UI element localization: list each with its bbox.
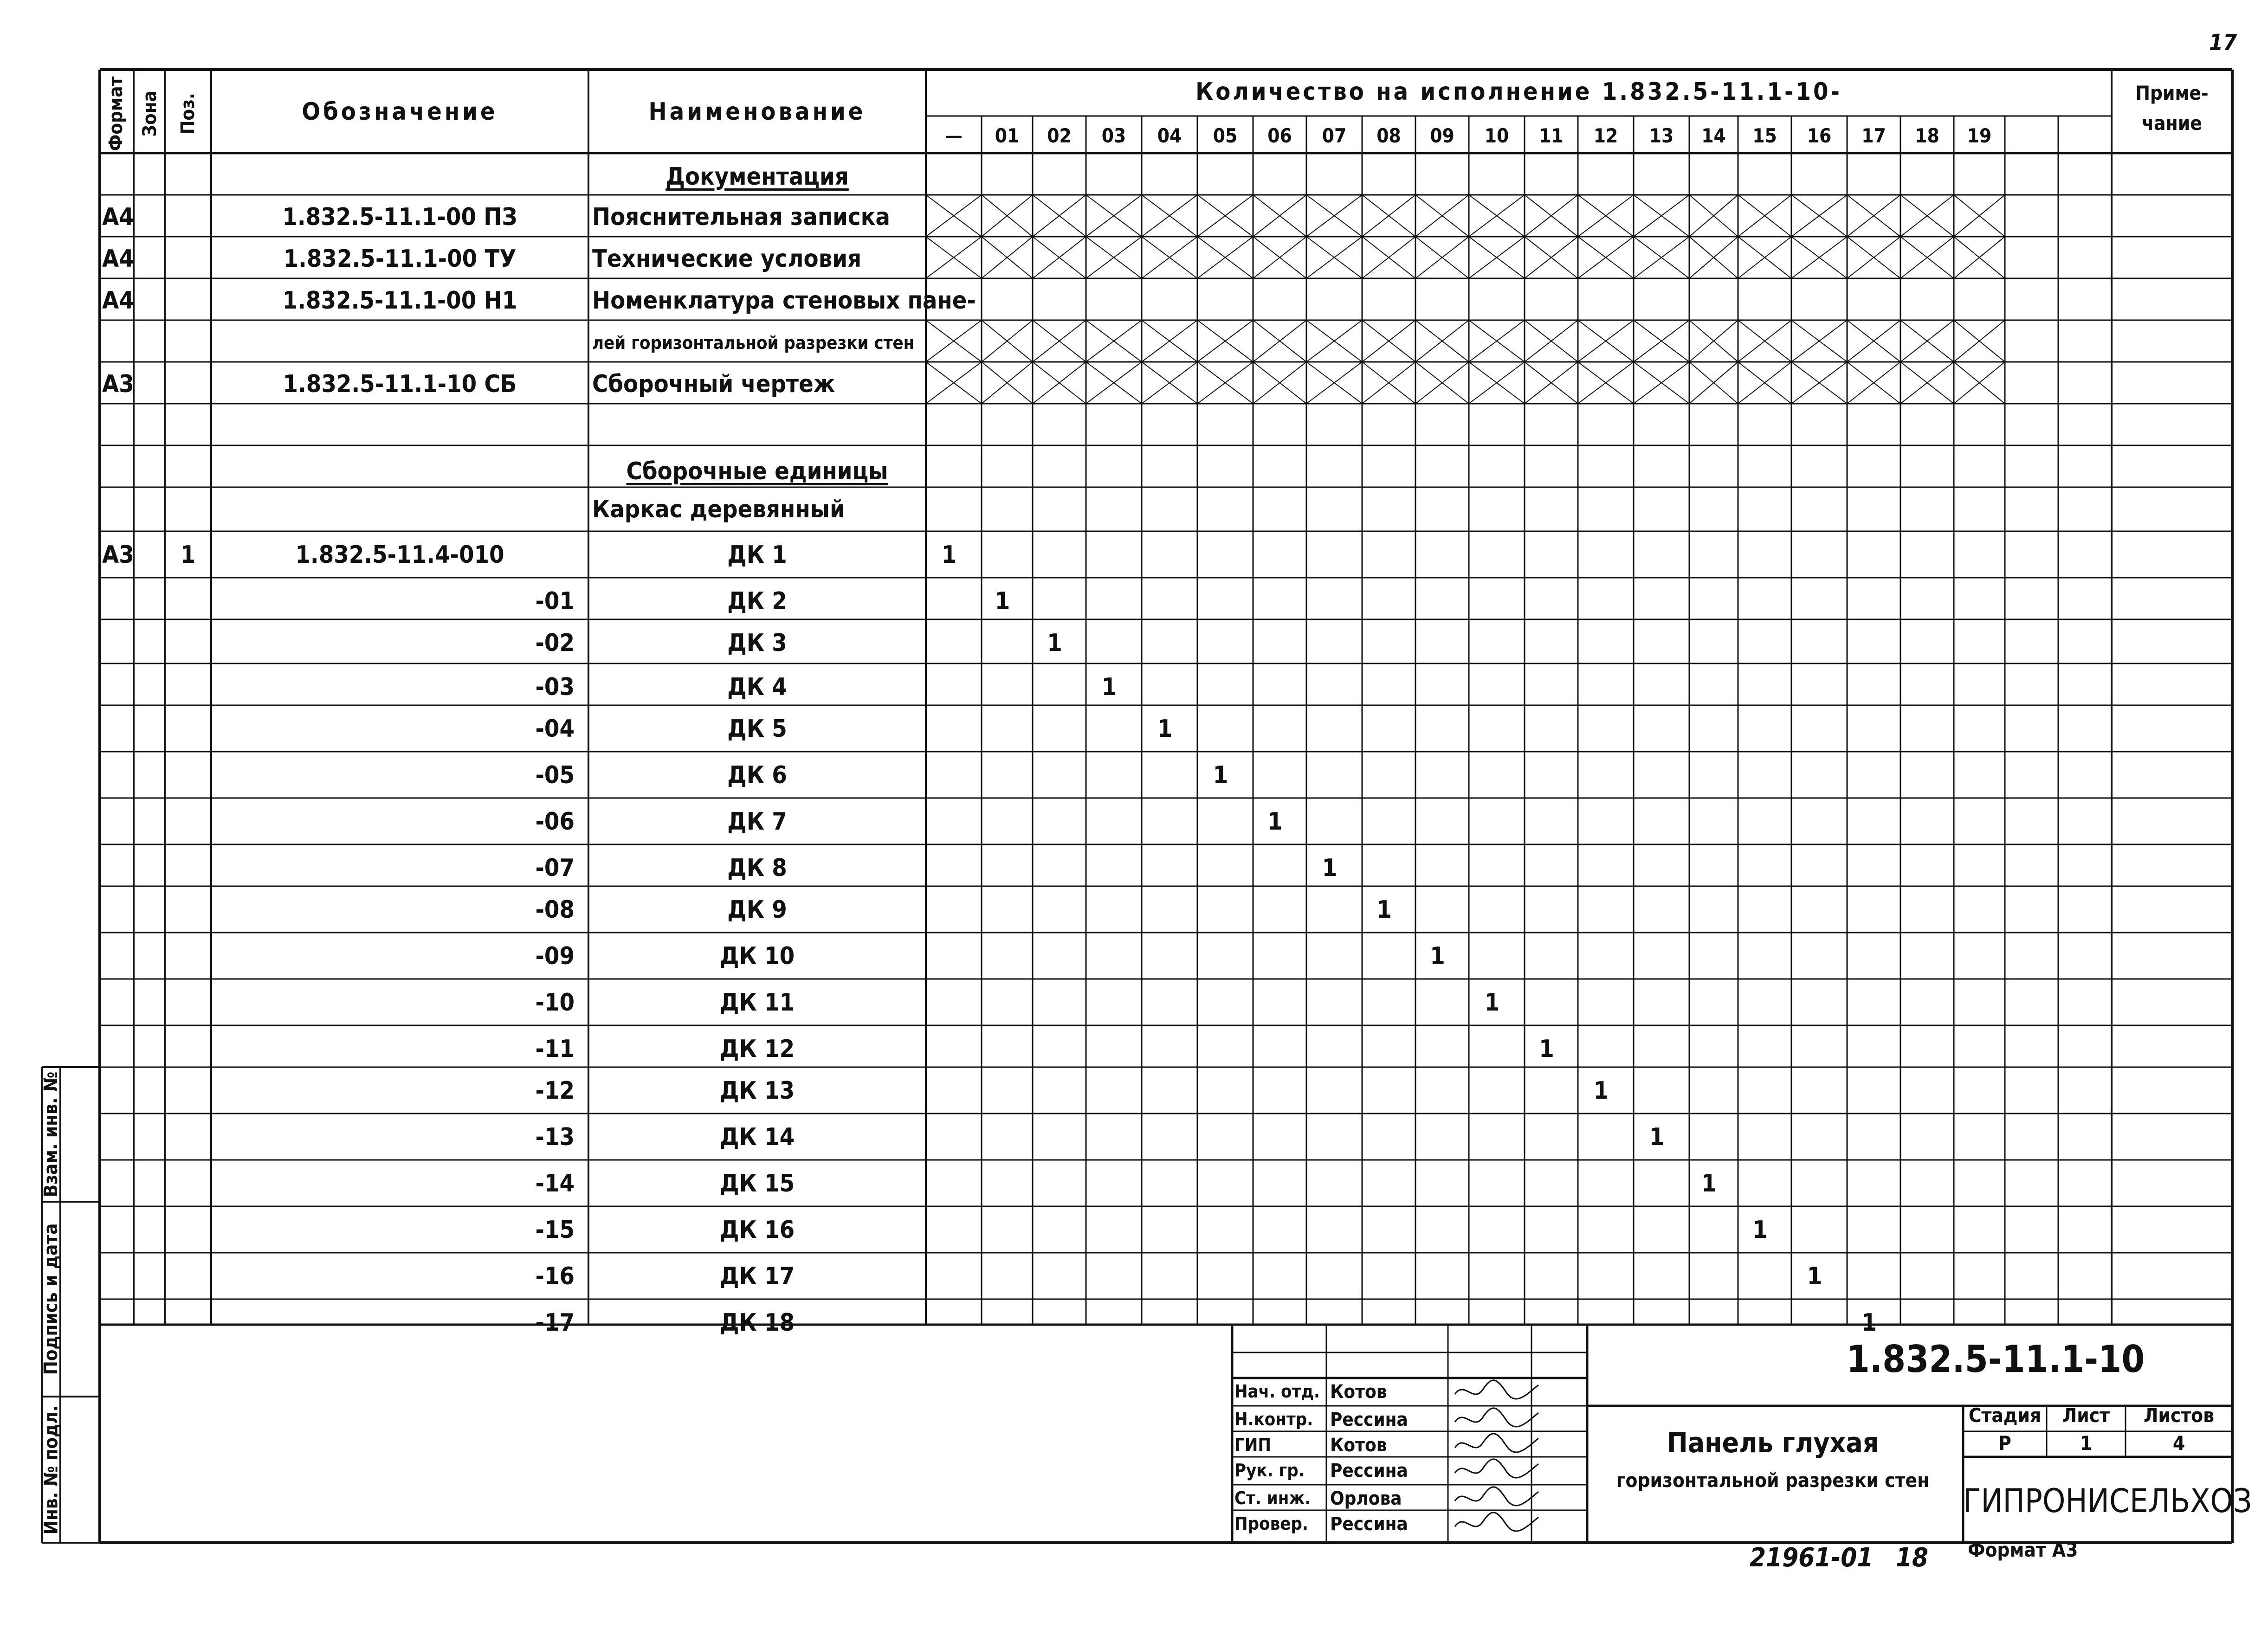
unit-name: ДК 1 [727, 541, 787, 569]
person-role: Н.контр. [1234, 1409, 1313, 1429]
unit-designation: -06 [535, 808, 575, 836]
variant-header: 09 [1430, 124, 1454, 147]
section-assembly-units: Сборочные единицы [626, 457, 888, 485]
variant-header: — [945, 124, 963, 147]
doc-name: Технические условия [592, 245, 862, 273]
section-frame: Каркас деревянный [592, 496, 845, 523]
doc-designation: 1.832.5-11.1-00 ТУ [283, 245, 517, 273]
unit-quantity: 1 [1593, 1077, 1609, 1105]
doc-format: А4 [102, 203, 134, 231]
sheets-label: Листов [2143, 1404, 2215, 1427]
unit-quantity: 1 [1430, 942, 1445, 970]
doc-name: лей горизонтальной разрезки стен [592, 333, 915, 353]
unit-name: ДК 3 [727, 629, 787, 657]
unit-name: ДК 11 [719, 989, 795, 1017]
variant-header: 04 [1157, 124, 1182, 147]
unit-name: ДК 10 [719, 942, 795, 970]
unit-designation: -12 [535, 1077, 575, 1105]
signature [1455, 1459, 1538, 1478]
unit-designation: -09 [535, 942, 575, 970]
stage-label: Стадия [1968, 1404, 2042, 1427]
doc-format: А3 [102, 370, 134, 398]
variant-header: 18 [1915, 124, 1939, 147]
unit-pos: 1 [180, 541, 196, 569]
unit-quantity: 1 [1047, 629, 1062, 657]
doc-name: Пояснительная записка [592, 203, 890, 231]
signature [1455, 1408, 1538, 1427]
signature [1455, 1434, 1538, 1452]
person-name: Рессина [1330, 1409, 1408, 1430]
person-name: Орлова [1330, 1488, 1402, 1509]
header-pos: Поз. [177, 93, 199, 135]
signature [1455, 1487, 1538, 1506]
variant-header: 10 [1484, 124, 1509, 147]
person-name: Котов [1330, 1381, 1387, 1403]
unit-quantity: 1 [1267, 808, 1283, 836]
person-role: Провер. [1234, 1513, 1308, 1534]
unit-quantity: 1 [1701, 1170, 1717, 1198]
inventory-number: 21961-01 [1750, 1543, 1874, 1573]
unit-quantity: 1 [1484, 989, 1500, 1017]
organization: ГИПРОНИСЕЛЬХОЗ [1963, 1482, 2252, 1520]
unit-designation: -14 [535, 1170, 575, 1198]
format-label: Формат А3 [1968, 1539, 2078, 1561]
title-line-1: Панель глухая [1667, 1427, 1879, 1459]
unit-quantity: 1 [1539, 1035, 1554, 1063]
header-zone: Зона [139, 90, 161, 137]
doc-name: Номенклатура стеновых пане- [592, 287, 976, 315]
person-name: Котов [1330, 1435, 1387, 1456]
unit-designation: -07 [535, 854, 575, 882]
variant-header: 06 [1267, 124, 1292, 147]
unit-name: ДК 6 [727, 761, 787, 789]
person-name: Рессина [1330, 1513, 1408, 1535]
sheets-value: 4 [2172, 1432, 2185, 1455]
footer-page-number: 18 [1896, 1543, 1929, 1573]
page-number: 17 [2209, 30, 2237, 56]
unit-designation: -01 [535, 587, 575, 615]
unit-designation: -13 [535, 1123, 575, 1151]
unit-designation: -02 [535, 629, 575, 657]
title-code: 1.832.5-11.1-10 [1846, 1338, 2145, 1381]
section-documentation: Документация [666, 163, 849, 191]
unit-quantity: 1 [1157, 715, 1173, 743]
unit-name: ДК 15 [719, 1170, 795, 1198]
side-stamp-label: Подпись и дата [40, 1223, 62, 1375]
person-name: Рессина [1330, 1460, 1408, 1481]
unit-name: ДК 16 [719, 1216, 795, 1244]
unit-name: ДК 18 [719, 1309, 795, 1337]
unit-designation: 1.832.5-11.4-010 [295, 541, 504, 569]
unit-quantity: 1 [995, 587, 1010, 615]
variant-header: 08 [1376, 124, 1401, 147]
unit-name: ДК 17 [719, 1262, 795, 1290]
side-stamp-label: Инв. № подл. [40, 1405, 62, 1534]
header-format: Формат [105, 76, 127, 151]
unit-designation: -11 [535, 1035, 575, 1063]
header-designation: Обозначение [302, 98, 498, 126]
unit-quantity: 1 [1101, 673, 1117, 701]
person-role: Ст. инж. [1234, 1488, 1311, 1508]
doc-designation: 1.832.5-11.1-00 ПЗ [282, 203, 517, 231]
person-role: Нач. отд. [1234, 1381, 1320, 1402]
variant-header: 19 [1967, 124, 1992, 147]
unit-designation: -17 [535, 1309, 575, 1337]
variant-header: 07 [1322, 124, 1347, 147]
doc-designation: 1.832.5-11.1-00 Н1 [282, 287, 517, 315]
signature [1455, 1380, 1538, 1399]
variant-header: 15 [1752, 124, 1777, 147]
doc-designation: 1.832.5-11.1-10 СБ [283, 370, 517, 398]
title-line-2: горизонтальной разрезки стен [1616, 1469, 1930, 1492]
unit-designation: -05 [535, 761, 575, 789]
unit-quantity: 1 [1376, 896, 1392, 924]
unit-quantity: 1 [1649, 1123, 1665, 1151]
side-stamp-label: Взам. инв. № [40, 1071, 62, 1198]
unit-quantity: 1 [1861, 1309, 1877, 1337]
unit-name: ДК 4 [727, 673, 787, 701]
unit-quantity: 1 [1322, 854, 1338, 882]
variant-header: 16 [1807, 124, 1832, 147]
unit-designation: -15 [535, 1216, 575, 1244]
doc-format: А4 [102, 245, 134, 273]
variant-header: 17 [1861, 124, 1886, 147]
unit-designation: -04 [535, 715, 575, 743]
unit-name: ДК 7 [727, 808, 787, 836]
header-name: Наименование [648, 98, 866, 126]
variant-header: 05 [1213, 124, 1238, 147]
signature [1455, 1513, 1538, 1531]
unit-name: ДК 5 [727, 715, 787, 743]
unit-designation: -10 [535, 989, 575, 1017]
person-role: ГИП [1234, 1435, 1272, 1455]
unit-designation: -08 [535, 896, 575, 924]
unit-quantity: 1 [941, 541, 957, 569]
doc-name: Сборочный чертеж [592, 370, 835, 398]
header-quantity: Количество на исполнение 1.832.5-11.1-10- [1195, 78, 1842, 106]
variant-header: 13 [1649, 124, 1674, 147]
sheet-label: Лист [2062, 1404, 2110, 1427]
unit-name: ДК 14 [719, 1123, 795, 1151]
unit-name: ДК 9 [727, 896, 787, 924]
person-role: Рук. гр. [1234, 1460, 1305, 1481]
sheet-value: 1 [2080, 1432, 2093, 1455]
unit-name: ДК 2 [727, 587, 787, 615]
unit-format: А3 [102, 541, 134, 569]
variant-header: 14 [1701, 124, 1726, 147]
variant-header: 12 [1593, 124, 1618, 147]
unit-quantity: 1 [1213, 761, 1228, 789]
stage-value: Р [1998, 1432, 2011, 1455]
variant-header: 02 [1047, 124, 1072, 147]
variant-header: 03 [1101, 124, 1126, 147]
variant-header: 01 [995, 124, 1020, 147]
unit-designation: -16 [535, 1262, 575, 1290]
doc-format: А4 [102, 287, 134, 315]
header-note-1: Приме- [2135, 82, 2209, 104]
unit-name: ДК 12 [719, 1035, 795, 1063]
unit-name: ДК 13 [719, 1077, 795, 1105]
unit-quantity: 1 [1752, 1216, 1768, 1244]
header-note-2: чание [2142, 112, 2202, 135]
unit-name: ДК 8 [727, 854, 787, 882]
variant-header: 11 [1539, 124, 1564, 147]
unit-quantity: 1 [1807, 1262, 1822, 1290]
unit-designation: -03 [535, 673, 575, 701]
